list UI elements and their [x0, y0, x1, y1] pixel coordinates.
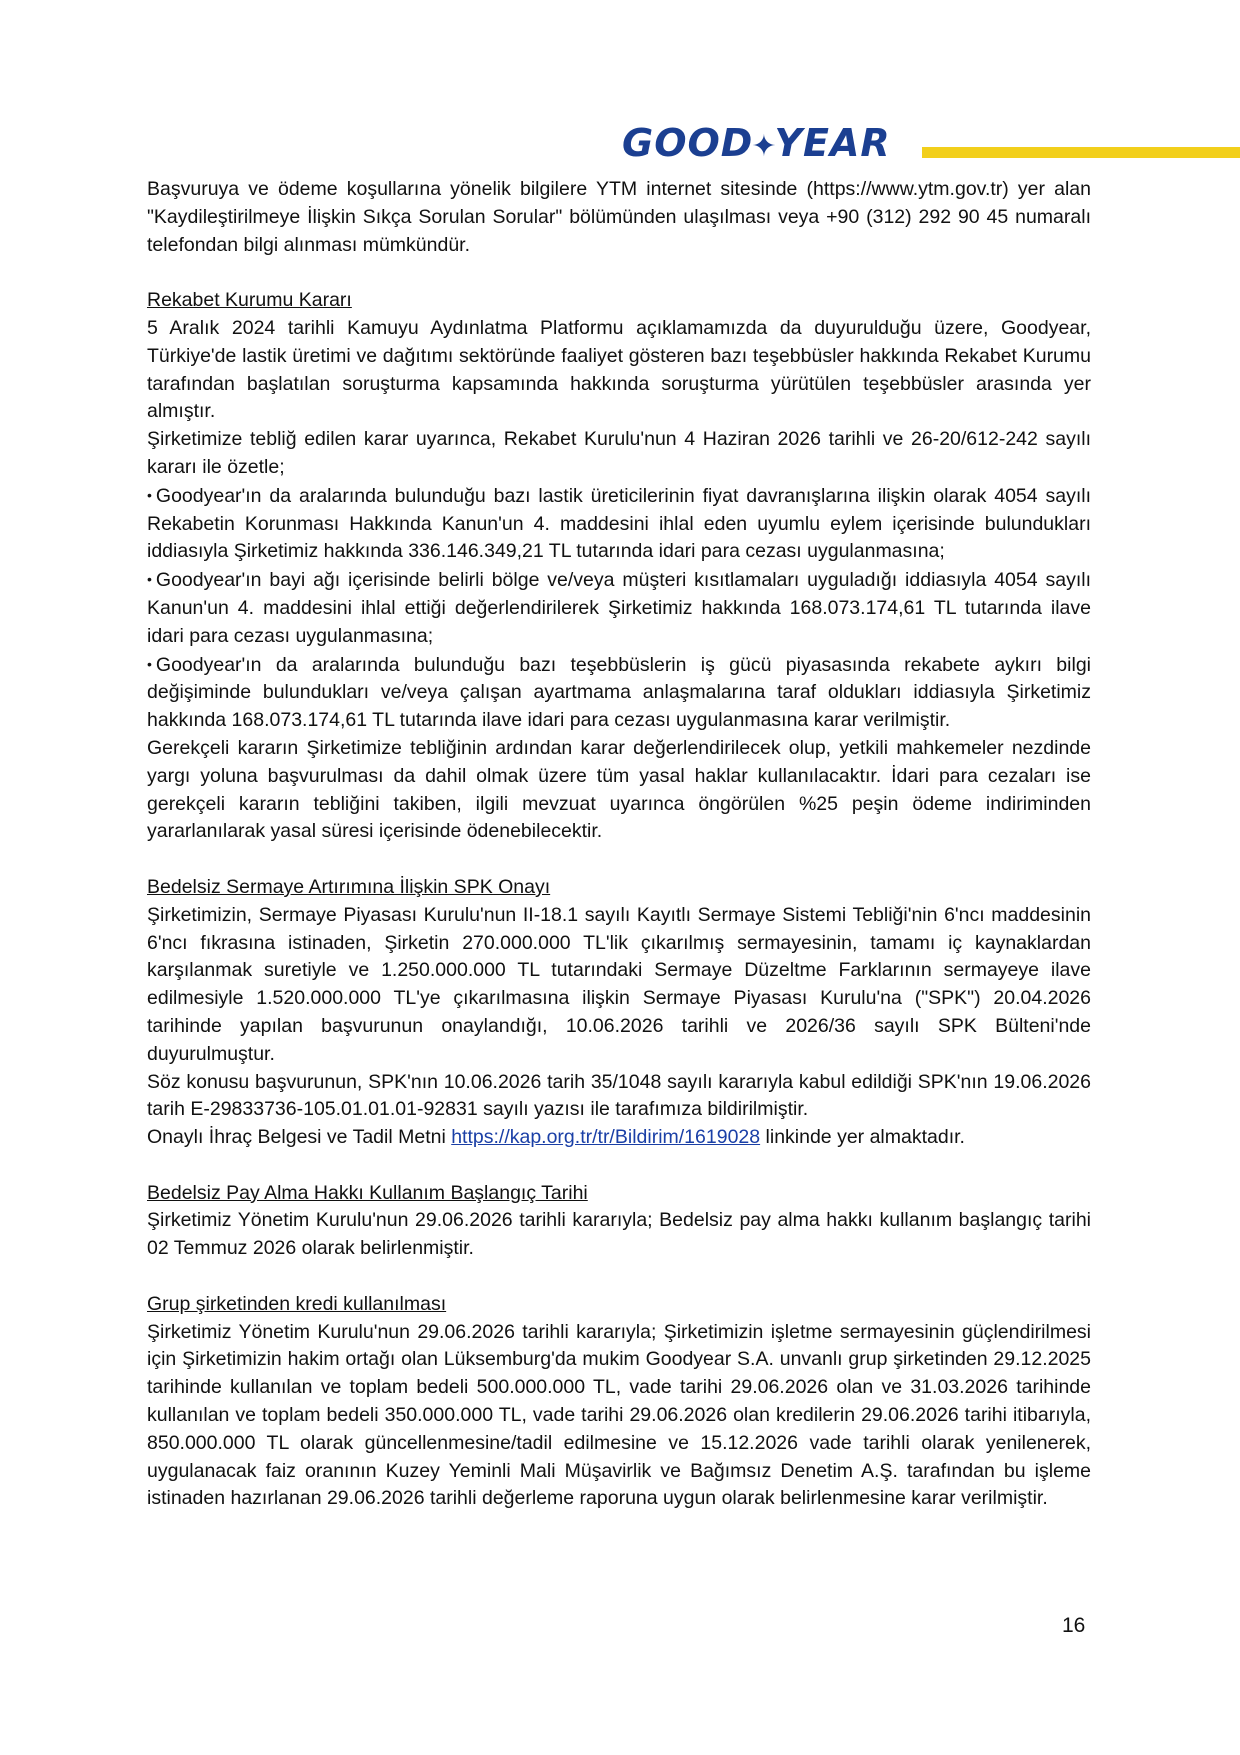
intro-paragraph: Başvuruya ve ödeme koşullarına yönelik bilgilere YTM internet sitesinde (https://www.ytm.gov.tr) yer alan "Kaydileştirilmeye İlişkin Sıkça Sorulan Sorular" bölümünden ulaşılması veya +90 (312) 292 90 45 numaralı telefondan bilgi alınması mümkündür.	[147, 178, 1091, 256]
spk-paragraph-3	[147, 1124, 1091, 1152]
page-number: 16	[1062, 1614, 1086, 1637]
bullet-item	[147, 482, 1091, 566]
bullet-item	[147, 566, 1091, 650]
section-heading-spk-approval: Bedelsiz Sermaye Artırımına İlişkin SPK Onayı	[147, 875, 551, 898]
spk-paragraph-1: Şirketimizin, Sermaye Piyasası Kurulu'nun II-18.1 sayılı Kayıtlı Sermaye Sistemi Tebliği'nin 6'ncı maddesinin 6'ncı fıkrasına istinaden, Şirketin 270.000.000 TL'lik çıkarılmış sermayesinin, tamamı iç kaynaklardan karşılanmak suretiyle ve 1.250.000.000 TL tutarındaki Sermaye Düzeltme Farklarının sermayeye ilave edilmesiyle 1.520.000.000 TL'ye çıkarılmasına ilişkin Sermaye Piyasası Kurulu'na ("SPK") 20.04.2026 tarihinde yapılan başvurunun onaylandığı, 10.06.2026 tarihli ve 2026/36 sayılı SPK Bülteni'nde duyurulmuştur.	[147, 903, 1091, 1065]
bullet-text: Goodyear'ın da aralarında bulunduğu bazı teşebbüslerin iş gücü piyasasında rekabete aykırı bilgi değişiminde bulundukları ve/veya çalışan ayartmama anlaşmalarına taraf oldukları iddiasıyla Şirketimiz hakkında 168.073.174,61 TL tutarında ilave idari para cezası uygulanmasına karar verilmiştir.	[147, 653, 1091, 732]
logo-text-left: GOOD	[622, 121, 754, 165]
bullet-icon: •	[147, 486, 152, 503]
goodyear-logo	[622, 121, 891, 165]
competition-paragraph-2: Şirketimize tebliğ edilen karar uyarınca, Rekabet Kurulu'nun 4 Haziran 2026 tarihli ve 26-20/612-242 sayılı kararı ile özetle;	[147, 428, 1091, 478]
bullet-icon: •	[147, 571, 152, 588]
bullet-text: Goodyear'ın bayi ağı içerisinde belirli bölge ve/veya müşteri kısıtlamaları uyguladığı iddiasıyla 4054 sayılı Kanun'un 4. maddesini ihlal ettiği değerlendirilerek Şirketimiz hakkında 168.073.174,61 TL tutarında ilave idari para cezası uygulanmasına;	[147, 569, 1091, 647]
kap-notification-link[interactable]: https://kap.org.tr/tr/Bildirim/1619028	[451, 1126, 761, 1149]
spk-link-prefix: Onaylı İhraç Belgesi ve Tadil Metni	[147, 1126, 452, 1149]
group-loan-paragraph: Şirketimiz Yönetim Kurulu'nun 29.06.2026 tarihli kararıyla; Şirketimizin işletme sermayesinin güçlendirilmesi için Şirketimizin hakim ortağı olan Lüksemburg'da mukim Goodyear S.A. unvanlı grup şirketinden 29.12.2025 tarihinde kullanılan ve toplam bedeli 500.000.000 TL, vade tarihi 29.06.2026 olan ve 31.03.2026 tarihinde kullanılan ve toplam bedeli 350.000.000 TL, vade tarihi 29.06.2026 olan kredilerin 29.06.2026 tarihi itibarıyla, 850.000.000 TL olarak güncellenmesine/tadil edilmesine ve 15.12.2026 vade tarihli olarak yenilenerek, uygulanacak faiz oranının Kuzey Yeminli Mali Müşavirlik ve Bağımsız Denetim A.Ş. tarafından bu işleme istinaden hazırlanan 29.06.2026 tarihli değerleme raporuna uygun olarak belirlenmesine karar verilmiştir.	[147, 1320, 1091, 1510]
spk-paragraph-2: Söz konusu başvurunun, SPK'nın 10.06.2026 tarih 35/1048 sayılı kararıyla kabul edildiği SPK'nın 19.06.2026 tarih E-29833736-105.01.01.01-92831 sayılı yazısı ile tarafımıza bildirilmiştir.	[147, 1070, 1091, 1121]
winged-foot-icon: ✦	[751, 130, 777, 163]
bonus-share-paragraph: Şirketimiz Yönetim Kurulu'nun 29.06.2026 tarihli kararıyla; Bedelsiz pay alma hakkı kullanım başlangıç tarihi 02 Temmuz 2026 olarak belirlenmiştir.	[147, 1209, 1091, 1260]
section-heading-group-loan: Grup şirketinden kredi kullanılması	[147, 1292, 447, 1315]
competition-paragraph-1: 5 Aralık 2024 tarihli Kamuyu Aydınlatma Platformu açıklamamızda da duyurulduğu üzere, Goodyear, Türkiye'de lastik üretimi ve dağıtımı sektöründe faaliyet gösteren bazı teşebbüsler hakkında Rekabet Kurumu tarafından başlatılan soruşturma kapsamında hakkında soruşturma yürütülen teşebbüsler arasında yer almıştır.	[147, 316, 1091, 423]
bullet-item	[147, 651, 1091, 735]
document-body	[147, 176, 1091, 1513]
bullet-icon: •	[147, 655, 152, 672]
bullet-text: Goodyear'ın da aralarında bulunduğu bazı lastik üreticilerinin fiyat davranışlarına ilişkin olarak 4054 sayılı Rekabetin Korunması Hakkında Kanun'un 4. maddesini ihlal eden uyumlu eylem içerisinde bulundukları iddiasıyla Şirketimiz hakkında 336.146.349,21 TL tutarında idari para cezası uygulanmasına;	[147, 484, 1091, 563]
brand-yellow-bar	[922, 147, 1240, 158]
competition-paragraph-3: Gerekçeli kararın Şirketimize tebliğinin ardından karar değerlendirilecek olup, yetkili mahkemeler nezdinde yargı yoluna başvurulması da dahil olmak üzere tüm yasal haklar kullanılacaktır. İdari para cezaları ise gerekçeli kararın tebliğini takiben, ilgili mevzuat uyarınca öngörülen %25 peşin ödeme indiriminden yararlanılarak yasal süresi içerisinde ödenebilecektir.	[147, 736, 1091, 843]
section-heading-competition: Rekabet Kurumu Kararı	[147, 289, 352, 312]
section-heading-bonus-share: Bedelsiz Pay Alma Hakkı Kullanım Başlangıç Tarihi	[147, 1181, 588, 1204]
spk-link-suffix: linkinde yer almaktadır.	[760, 1126, 965, 1149]
logo-text-right: YEAR	[774, 121, 891, 165]
